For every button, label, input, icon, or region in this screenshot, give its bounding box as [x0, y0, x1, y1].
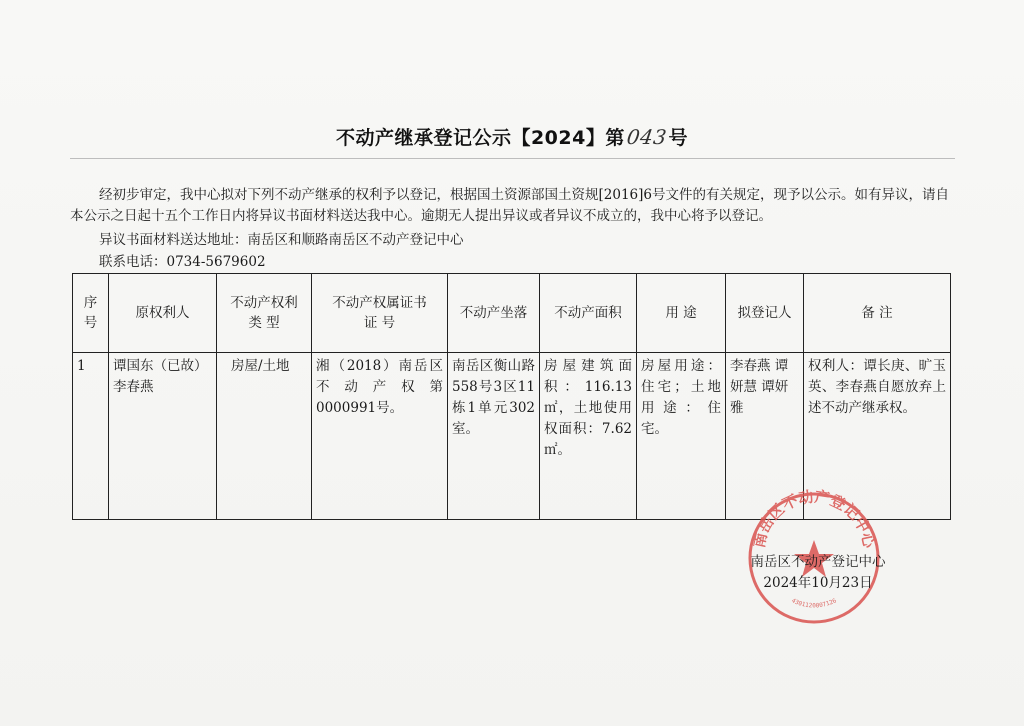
title-suffix: 号	[668, 127, 689, 149]
objection-address: 异议书面材料送达地址：南岳区和顺路南岳区不动产登记中心	[99, 232, 464, 248]
registration-table	[72, 273, 951, 520]
cell-location: 南岳区衡山路558号3区11栋1单元302室。	[448, 353, 540, 520]
signing-date: 2024年10月23日	[763, 575, 873, 591]
title-divider	[70, 158, 955, 159]
signing-organization: 南岳区不动产登记中心	[750, 554, 886, 570]
title-number: 043	[625, 125, 669, 149]
header-usage: 用 途	[637, 274, 726, 353]
cell-area: 房屋建筑面积：116.13㎡，土地使用权面积：7.62㎡。	[540, 353, 637, 520]
seal-code: 4301120007126	[790, 597, 838, 610]
header-registrants: 拟登记人	[726, 274, 804, 353]
header-certificate-no: 不动产权属证书 证 号	[312, 274, 448, 353]
cell-registrants: 李春燕 谭妍慧 谭妍雅	[726, 353, 804, 520]
header-right-type: 不动产权利 类 型	[217, 274, 312, 353]
header-remarks: 备 注	[804, 274, 951, 353]
document-title	[0, 123, 1024, 150]
seal-text: 南岳区不动产登记中心	[749, 488, 879, 550]
cell-usage: 房屋用途：住宅；土地用途：住宅。	[637, 353, 726, 520]
contact-phone: 联系电话：0734-5679602	[99, 254, 266, 270]
table-header-row	[73, 274, 951, 353]
header-location: 不动产坐落	[448, 274, 540, 353]
header-area: 不动产面积	[540, 274, 637, 353]
intro-paragraph: 经初步审定，我中心拟对下列不动产继承的权利予以登记，根据国土资源部国土资规[2016]6号文件的有关规定，现予以公示。如有异议，请自本公示之日起十五个工作日内将异议书面材料送达我中心。逾期无人提出异议或者异议不成立的，我中心将予以登记。	[70, 187, 949, 224]
header-original-owner: 原权利人	[109, 274, 217, 353]
cell-original-owner: 谭国东（已故）李春燕	[109, 353, 217, 520]
cell-no: 1	[73, 353, 109, 520]
cell-certificate-no: 湘（2018）南岳区不动产权第0000991号。	[312, 353, 448, 520]
title-prefix: 不动产继承登记公示【2024】第	[335, 127, 625, 149]
cell-remarks: 权利人：谭长庚、旷玉英、李春燕自愿放弃上述不动产继承权。	[804, 353, 951, 520]
cell-right-type: 房屋/土地	[217, 353, 312, 520]
header-no: 序 号	[73, 274, 109, 353]
